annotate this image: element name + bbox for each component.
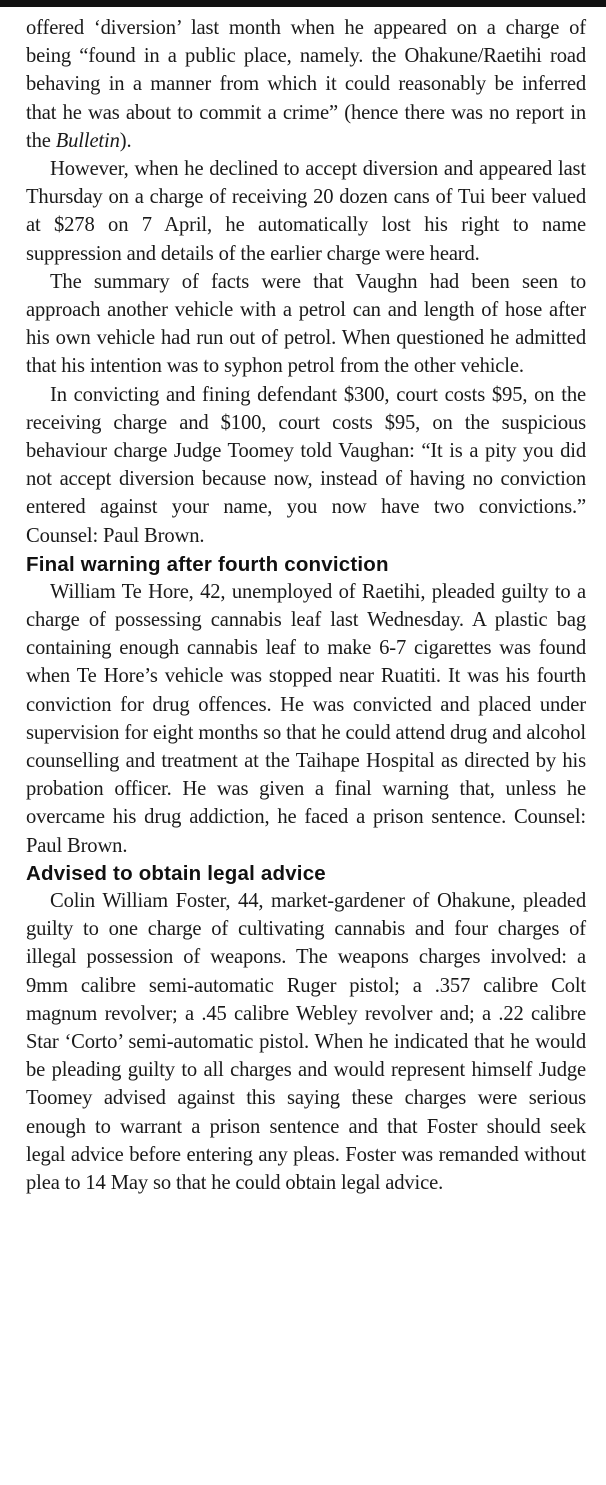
- paragraph-summary-of-facts: The summary of facts were that Vaughn had been seen to approach another vehicle with a petrol can and length of hose after his own vehicle had run out of petrol. When questioned he admitted that his intention was to syphon petrol from the other vehicle.: [26, 270, 586, 378]
- publication-name: Bulletin: [55, 129, 120, 152]
- paragraph-text-end: ).: [119, 129, 132, 152]
- heading-legal-advice: Advised to obtain legal advice: [26, 861, 326, 885]
- paragraph-conviction: In convicting and fining defendant $300, court costs $95, on the receiving charge and $100, court costs $95, on the suspicious behaviour charge Judge Toomey told Vaughan: “It is a pity you did not accept diversion because now, instead of having no conviction entered against your name, you now have two convictions.” Counsel: Paul Brown.: [26, 383, 586, 547]
- paragraph-diversion-offer: [26, 14, 586, 155]
- top-rule: [0, 0, 606, 7]
- heading-final-warning: Final warning after fourth conviction: [26, 552, 389, 576]
- paragraph-foster: Colin William Foster, 44, market-gardener of Ohakune, pleaded guilty to one charge of cultivating cannabis and four charges of illegal possession of weapons. The weapons charges involved: a 9mm calibre semi-automatic Ruger pistol; a .357 calibre Colt magnum revolver; a .45 calibre Webley revolver and; a .22 calibre Star ‘Corto’ semi-automatic pistol. When he indicated that he would be pleading guilty to all charges and would represent himself Judge Toomey advised against this saying these charges were serious enough to warrant a prison sentence and that Foster should seek legal advice before entering any pleas. Foster was remanded without plea to 14 May so that he could obtain legal advice.: [26, 889, 586, 1194]
- paragraph-text: offered ‘diversion’ last month when he appeared on a charge of being “found in a public place, namely. the Ohakune/Raetihi road behaving in a manner from which it could reasonably be inferred that he was about to commit a crime” (hence there was no report in the: [26, 17, 586, 152]
- article-column: [26, 14, 586, 1197]
- paragraph-declined-diversion: However, when he declined to accept diversion and appeared last Thursday on a charge of receiving 20 dozen cans of Tui beer valued at $278 on 7 April, he automatically lost his right to name suppression and details of the earlier charge were heard.: [26, 158, 586, 265]
- paragraph-te-hore: William Te Hore, 42, unemployed of Raetihi, pleaded guilty to a charge of possessing cannabis leaf last Wednesday. A plastic bag containing enough cannabis leaf to make 6-7 cigarettes was found when Te Hore’s vehicle was stopped near Ruatiti. It was his fourth conviction for drug offences. He was convicted and placed under supervision for eight months so that he could attend drug and alcohol counselling and treatment at the Taihape Hospital as directed by his probation officer. He was given a final warning that, unless he overcame his drug addiction, he faced a prison sentence. Counsel: Paul Brown.: [26, 580, 586, 857]
